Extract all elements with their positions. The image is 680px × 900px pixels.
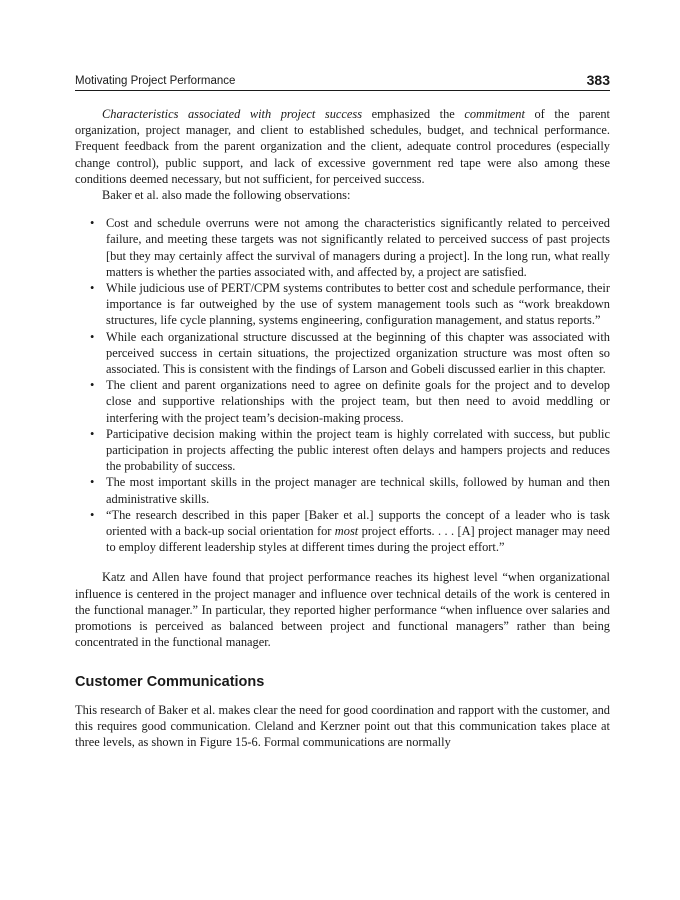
bullet-icon: • xyxy=(90,426,95,441)
paragraph-emphasis: commitment xyxy=(464,107,525,121)
paragraph-katz-allen: Katz and Allen have found that project performance reaches its highest level “when organizational influence is centered in the project manager and influence over technical details of the work is centered in the functional manager.” In particular, they reported higher performance “when influence over salaries and promotions is perceived as balanced between project and functional managers” rather than being concentrated in the functional manager. xyxy=(75,570,610,650)
bullet-icon: • xyxy=(90,378,95,393)
list-item-text: The most important skills in the project manager are technical skills, followed by human and then administrative skills. xyxy=(106,475,610,506)
running-head xyxy=(75,70,610,91)
bullet-icon: • xyxy=(90,329,95,344)
list-item xyxy=(75,329,610,378)
paragraph-emphasis: Characteristics associated with project success xyxy=(102,107,363,121)
list-item xyxy=(75,474,610,506)
list-item-text: project efforts. . . . [A] project manager may need to employ different leadership styles at different times during the project effort.” xyxy=(106,524,611,555)
list-item-text: The client and parent organizations need to agree on definite goals for the project and to develop close and supportive relationships with the project team, but then need to avoid meddling or interfering with the project team’s decision-making process. xyxy=(106,378,610,425)
running-head-title: Motivating Project Performance xyxy=(75,75,236,87)
section-heading: Customer Communications xyxy=(75,673,265,690)
list-item-text: Participative decision making within the project team is highly correlated with success, but public participation in projects affecting the public interest often delays and hampers projects and reduces the probability of success. xyxy=(106,426,610,474)
list-item-text: While judicious use of PERT/CPM systems contributes to better cost and schedule performance, their importance is far outweighed by the use of system management tools such as “work breakdown structures, life cycle planning, systems engineering, configuration management, and status reports.” xyxy=(106,281,610,328)
list-item-emphasis: most xyxy=(334,524,359,539)
bullet-icon: • xyxy=(90,216,95,231)
paragraph-text: emphasized the xyxy=(362,107,465,121)
bullet-icon: • xyxy=(90,507,95,522)
bullet-icon: • xyxy=(90,475,95,490)
list-item-text: Cost and schedule overruns were not among the characteristics significantly related to perceived failure, and meeting these targets was not significantly related to perceived success of past projects [but they may certainly affect the survival of managers during a project]. In the long run, what really matters is whether the parties associated with, and affected by, a project are satisfied. xyxy=(106,216,610,279)
paragraph-customer-communications: This research of Baker et al. makes clear the need for good coordination and rapport with the customer, and this requires good communication. Cleland and Kerzner point out that this communication takes place at three levels, as shown in Figure 15-6. Formal communications are normally xyxy=(75,702,610,749)
paragraph-observations-intro: Baker et al. also made the following observations: xyxy=(102,188,351,203)
observations-list xyxy=(75,215,610,555)
paragraph-success-characteristics xyxy=(75,106,610,187)
list-item xyxy=(75,507,610,556)
list-item xyxy=(75,215,610,280)
bullet-icon: • xyxy=(90,281,95,296)
paragraph-text: of the parent organization, project manager, and client to established schedules, budget, and technical performance. Frequent feedback from the parent organization and the client, adequate control procedures (especially change control), public support, and lack of excessive government red tape were also among these conditions deemed necessary, but not sufficient, for perceived success. xyxy=(75,107,610,186)
body-text xyxy=(75,106,610,750)
list-item-text: “The research described in this paper [Baker et al.] supports the concept of a leader who is task oriented with a back-up social orientation for xyxy=(106,507,610,539)
list-item-text: While each organizational structure discussed at the beginning of this chapter was associated with perceived success in certain situations, the projectized organization structure was most often so associated. This is consistent with the findings of Larson and Gobeli discussed earlier in this chapter. xyxy=(106,329,610,377)
list-item xyxy=(75,426,610,475)
list-item xyxy=(75,280,610,329)
page-number: 383 xyxy=(586,72,610,88)
list-item xyxy=(75,377,610,426)
